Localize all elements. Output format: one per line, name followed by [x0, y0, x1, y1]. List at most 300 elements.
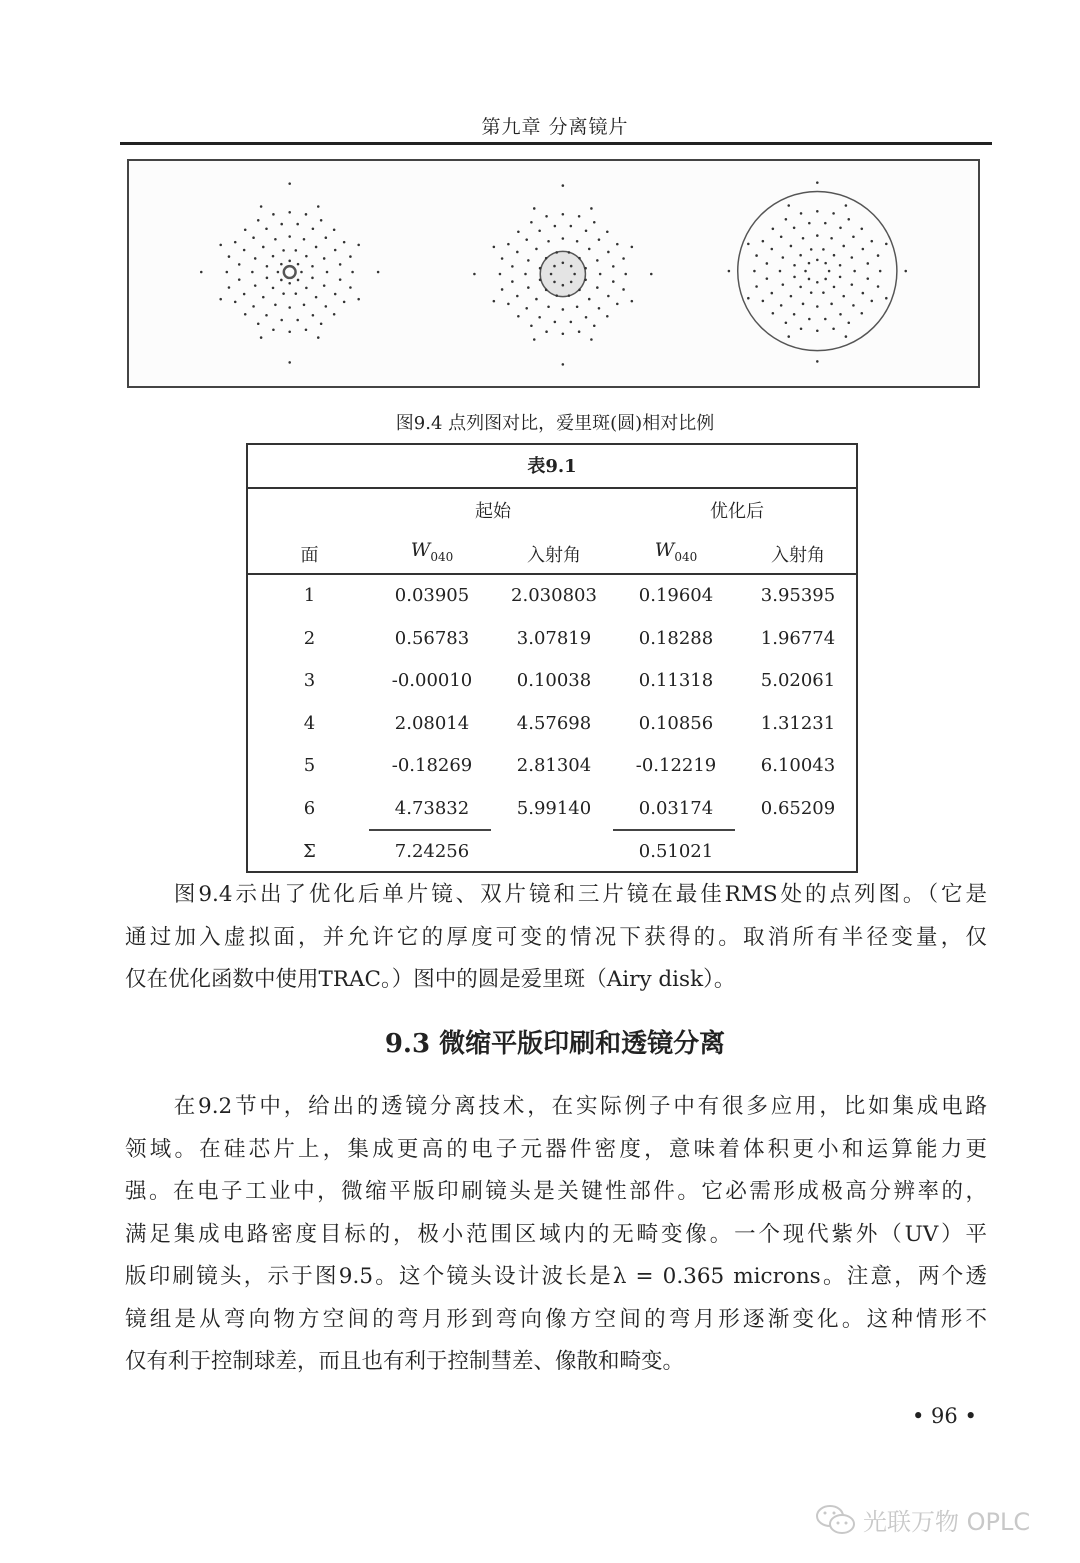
- spot-point: [808, 318, 811, 321]
- table-cell: 0.19604: [638, 585, 714, 606]
- spot-point: [590, 338, 593, 341]
- spot-point: [553, 281, 556, 284]
- spot-point: [357, 298, 360, 301]
- table-cell: -0.18269: [391, 755, 473, 776]
- spot-point: [547, 305, 550, 308]
- spot-point: [787, 335, 790, 338]
- spot-point: [288, 182, 291, 185]
- spot-point: [624, 273, 627, 276]
- spot-point: [816, 234, 819, 237]
- spot-point: [810, 291, 813, 294]
- spot-point: [568, 251, 571, 254]
- spot-point: [631, 246, 634, 249]
- spot-point: [790, 295, 793, 298]
- spot-point: [585, 229, 588, 232]
- spot-point: [553, 265, 556, 268]
- spot-point: [631, 300, 634, 303]
- spot-point: [885, 297, 888, 300]
- spot-point: [793, 313, 796, 316]
- spot-point: [824, 222, 827, 225]
- spot-point: [755, 285, 758, 288]
- spot-point: [554, 321, 557, 324]
- table-cell: 2.08014: [394, 712, 470, 734]
- spot-point: [860, 312, 863, 315]
- table-cell: 1: [303, 585, 316, 606]
- spot-point: [570, 225, 573, 228]
- spot-point: [785, 218, 788, 221]
- spot-point: [839, 227, 842, 230]
- spot-point: [317, 336, 320, 339]
- spot-point: [554, 225, 557, 228]
- spot-point: [539, 267, 542, 270]
- spot-point: [578, 257, 581, 260]
- text-line: 强。在电子工业中，微缩平版印刷镜头是关键性部件。它必需形成极高分辨率的，: [125, 1179, 987, 1204]
- spot-point: [822, 291, 825, 294]
- spot-point: [578, 289, 581, 292]
- watermark-text: 光联万物 OPLC: [863, 1508, 1031, 1536]
- spot-point: [830, 303, 833, 306]
- table-cell: 2: [303, 627, 316, 649]
- spot-point: [562, 237, 565, 240]
- spot-point: [334, 249, 337, 252]
- spot-point: [650, 273, 653, 276]
- spot-point: [607, 295, 610, 298]
- spot-diagram-doublet: [473, 184, 652, 365]
- paragraph-figure-description: [125, 874, 987, 1002]
- spot-point: [282, 249, 285, 252]
- spot-point: [847, 218, 850, 221]
- spot-point: [288, 211, 291, 214]
- spot-point: [816, 281, 819, 284]
- spot-point: [578, 330, 581, 333]
- table-cell: 0.18288: [638, 627, 714, 649]
- spot-point: [357, 244, 360, 247]
- spot-point: [493, 246, 496, 249]
- table-cell: 4: [303, 712, 316, 734]
- spot-point: [274, 238, 277, 241]
- spot-point: [598, 238, 601, 241]
- spot-point: [870, 300, 873, 303]
- spot-point: [228, 255, 231, 258]
- text-line: 在9.2节中，给出的透镜分离技术，在实际例子中有很多应用，比如集成电路: [125, 1094, 987, 1119]
- airy-disk-circle: [738, 191, 897, 350]
- spot-point: [234, 241, 237, 244]
- spot-point: [793, 227, 796, 230]
- spot-point: [839, 313, 842, 316]
- spot-point: [853, 270, 856, 273]
- spot-point: [545, 289, 548, 292]
- spot-point: [866, 277, 869, 280]
- spot-point: [562, 184, 565, 187]
- spot-point: [562, 284, 565, 287]
- text-line: 图9.4示出了优化后单片镜、双片镜和三片镜在最佳RMS处的点列图。（它是: [125, 882, 987, 907]
- spot-point: [326, 271, 329, 274]
- spot-point: [590, 207, 593, 210]
- spot-point: [288, 235, 291, 238]
- spot-diagram-single-lens: [200, 182, 379, 363]
- spot-point: [728, 270, 731, 273]
- spot-point: [570, 265, 573, 268]
- spot-point: [295, 292, 298, 295]
- spot-point: [545, 215, 548, 218]
- spot-point: [793, 276, 796, 279]
- section-title: 9.3 微缩平版印刷和透镜分离: [384, 1029, 726, 1059]
- table-cell: 0.03174: [638, 797, 714, 819]
- sum-rule-initial: [369, 829, 491, 831]
- spot-point: [315, 246, 318, 249]
- spot-point: [297, 279, 300, 282]
- spot-point: [839, 264, 842, 267]
- spot-point: [747, 297, 750, 300]
- spot-point: [525, 307, 528, 310]
- spot-point: [280, 263, 283, 266]
- spot-point: [622, 288, 625, 291]
- sum-cell: 0.51021: [638, 841, 714, 862]
- spot-point: [260, 205, 263, 208]
- spot-point: [260, 336, 263, 339]
- spot-point: [277, 271, 280, 274]
- spot-point: [576, 305, 579, 308]
- spot-point: [545, 257, 548, 260]
- spot-point: [280, 279, 283, 282]
- spot-point: [243, 249, 246, 252]
- spot-point: [877, 285, 880, 288]
- spot-point: [303, 304, 306, 307]
- spot-point: [772, 312, 775, 315]
- spot-point: [295, 249, 298, 252]
- table-cell: 5: [303, 755, 316, 776]
- spot-point: [320, 219, 323, 222]
- spot-point: [339, 278, 342, 281]
- spot-point: [349, 286, 352, 289]
- spot-point: [832, 327, 835, 330]
- table-cell: 1.31231: [760, 712, 836, 734]
- table-cell: 0.10038: [516, 670, 592, 691]
- spot-point: [839, 276, 842, 279]
- table-cell: 0.65209: [760, 797, 836, 819]
- spot-point: [219, 298, 222, 301]
- spot-point: [816, 181, 819, 184]
- spot-point: [870, 240, 873, 243]
- table-cell: 1.96774: [760, 627, 836, 649]
- spot-point: [282, 292, 285, 295]
- spot-point: [499, 273, 502, 276]
- spot-point: [771, 248, 774, 251]
- spot-point: [816, 305, 819, 308]
- spot-point: [755, 254, 758, 257]
- spot-point: [824, 262, 827, 265]
- spot-point: [830, 237, 833, 240]
- spot-point: [265, 314, 268, 317]
- spot-point: [517, 315, 520, 318]
- spot-point: [866, 262, 869, 265]
- spot-point: [573, 273, 576, 276]
- spot-point: [832, 212, 835, 215]
- spot-point: [238, 278, 241, 281]
- spot-point: [847, 322, 850, 325]
- spot-point: [547, 240, 550, 243]
- group-header-optimized: 优化后: [710, 501, 764, 522]
- table-cell: -0.00010: [391, 670, 473, 691]
- spot-point: [315, 296, 318, 299]
- header-rule: [248, 573, 856, 575]
- spot-point: [766, 262, 769, 265]
- spot-point: [351, 271, 354, 274]
- spot-point: [377, 271, 380, 274]
- spot-point: [570, 321, 573, 324]
- spot-point: [824, 318, 827, 321]
- spot-point: [538, 316, 541, 319]
- spot-point: [493, 300, 496, 303]
- spot-point: [555, 294, 558, 297]
- spot-point: [525, 238, 528, 241]
- spot-point: [747, 243, 750, 246]
- col-header-w040-optimized: [615, 539, 737, 564]
- spot-point: [272, 328, 275, 331]
- spot-point: [799, 254, 802, 257]
- spot-point: [533, 207, 536, 210]
- spot-point: [780, 304, 783, 307]
- spot-point: [507, 243, 510, 246]
- spot-point: [824, 278, 827, 281]
- table-cell: 3: [303, 670, 316, 691]
- spot-point: [562, 262, 565, 265]
- table-cell: 2.030803: [511, 585, 597, 606]
- spot-point: [325, 305, 328, 308]
- table-title: 表9.1: [248, 445, 856, 489]
- spot-point: [305, 328, 308, 331]
- spot-point: [296, 223, 299, 226]
- spot-point: [243, 293, 246, 296]
- spot-point: [588, 298, 591, 301]
- spot-point: [851, 283, 854, 286]
- spot-point: [262, 246, 265, 249]
- spot-point: [616, 303, 619, 306]
- spot-point: [219, 244, 222, 247]
- spot-point: [288, 330, 291, 333]
- table-cell: 6: [303, 797, 316, 819]
- spot-point: [852, 304, 855, 307]
- spot-point: [570, 281, 573, 284]
- spot-point: [599, 273, 602, 276]
- w-symbol: W: [654, 539, 675, 561]
- spot-point: [790, 245, 793, 248]
- chapter-header: 第九章 分离镜片: [481, 116, 629, 138]
- spot-point: [234, 301, 237, 304]
- spot-point: [524, 273, 527, 276]
- spot-point: [507, 303, 510, 306]
- spot-point: [343, 301, 346, 304]
- spot-point: [349, 255, 352, 258]
- spot-point: [562, 213, 565, 216]
- spot-point: [538, 229, 541, 232]
- spot-point: [816, 360, 819, 363]
- airy-disk-circle: [284, 266, 296, 278]
- spot-point: [845, 204, 848, 207]
- spot-point: [606, 315, 609, 318]
- spot-point: [802, 237, 805, 240]
- spot-point: [272, 213, 275, 216]
- w-subscript: 040: [674, 549, 698, 564]
- spot-point: [257, 219, 260, 222]
- spot-point: [320, 322, 323, 325]
- spot-point: [323, 284, 326, 287]
- col-header-surface: 面: [300, 545, 319, 566]
- spot-point: [576, 240, 579, 243]
- spot-point: [598, 307, 601, 310]
- w-symbol: W: [410, 539, 431, 561]
- spot-point: [539, 279, 542, 282]
- spot-point: [305, 213, 308, 216]
- spot-diagrams: [129, 161, 978, 386]
- table-cell: 6.10043: [760, 755, 836, 776]
- spot-point: [612, 280, 615, 283]
- spot-point: [862, 248, 865, 251]
- table-cell: 0.10856: [638, 712, 714, 734]
- spot-point: [555, 251, 558, 254]
- spot-point: [616, 243, 619, 246]
- spot-point: [833, 254, 836, 257]
- spot-point: [265, 228, 268, 231]
- sum-rule-optimized: [613, 829, 735, 831]
- spot-point: [842, 295, 845, 298]
- spot-point: [288, 361, 291, 364]
- spot-point: [607, 251, 610, 254]
- spot-point: [297, 263, 300, 266]
- spot-diagram-triplet: [728, 181, 907, 362]
- col-header-angle-initial: 入射角: [527, 545, 581, 566]
- spot-point: [511, 280, 514, 283]
- spot-point: [516, 251, 519, 254]
- spot-point: [771, 292, 774, 295]
- spot-point: [562, 363, 565, 366]
- spot-point: [793, 264, 796, 267]
- spot-point: [272, 287, 275, 290]
- spot-point: [816, 330, 819, 333]
- spot-point: [266, 277, 269, 280]
- spot-point: [303, 238, 306, 241]
- spot-point: [877, 254, 880, 257]
- spot-point: [762, 300, 765, 303]
- spot-point: [862, 292, 865, 295]
- spot-point: [596, 259, 599, 262]
- table-cell: -0.12219: [635, 755, 717, 776]
- spot-point: [816, 259, 819, 262]
- spot-point: [845, 335, 848, 338]
- table-cell: 2.81304: [516, 755, 592, 776]
- spot-point: [562, 308, 565, 311]
- spot-point: [779, 270, 782, 273]
- table-cell: 3.95395: [760, 585, 836, 606]
- spot-point: [226, 271, 229, 274]
- spot-point: [816, 210, 819, 213]
- w-subscript: 040: [430, 549, 454, 564]
- spot-point: [296, 319, 299, 322]
- spot-point: [782, 256, 785, 259]
- spot-point: [568, 294, 571, 297]
- spot-point: [311, 265, 314, 268]
- spot-point: [334, 293, 337, 296]
- spot-point: [527, 259, 530, 262]
- text-line: 仅在优化函数中使用TRAC。）图中的圆是爱里斑（Airy disk）。: [125, 967, 736, 992]
- spot-point: [527, 286, 530, 289]
- col-header-w040-initial: [371, 539, 493, 564]
- spot-point: [851, 256, 854, 259]
- spot-point: [593, 221, 596, 224]
- spot-point: [252, 236, 255, 239]
- spot-point: [288, 306, 291, 309]
- spot-point: [312, 314, 315, 317]
- spot-point: [612, 265, 615, 268]
- col-header-angle-optimized: 入射角: [771, 545, 825, 566]
- table-cell: 0.03905: [394, 585, 470, 606]
- spot-point: [753, 270, 756, 273]
- spot-point: [254, 257, 257, 260]
- spot-point: [274, 304, 277, 307]
- spot-point: [800, 212, 803, 215]
- spot-point: [879, 270, 882, 273]
- spot-point: [333, 313, 336, 316]
- data-table: [246, 443, 858, 873]
- spot-point: [550, 273, 553, 276]
- spot-point: [588, 248, 591, 251]
- sum-cell: 7.24256: [394, 841, 470, 862]
- spot-point: [200, 271, 203, 274]
- spot-point: [244, 229, 247, 232]
- spot-point: [516, 295, 519, 298]
- spot-point: [501, 288, 504, 291]
- spot-point: [885, 243, 888, 246]
- watermark: [815, 1502, 1030, 1537]
- spot-point: [272, 255, 275, 258]
- spot-point: [606, 230, 609, 233]
- spot-point: [325, 236, 328, 239]
- spot-point: [305, 287, 308, 290]
- spot-point: [808, 222, 811, 225]
- table-cell: 5.99140: [516, 797, 592, 819]
- spot-point: [288, 260, 291, 263]
- spot-point: [787, 204, 790, 207]
- spot-point: [333, 229, 336, 232]
- spot-point: [860, 228, 863, 231]
- table-cell: 3.07819: [516, 627, 592, 649]
- group-header-initial: 起始: [475, 501, 511, 522]
- spot-point: [780, 235, 783, 238]
- spot-point: [535, 248, 538, 251]
- spot-point: [262, 296, 265, 299]
- text-line: 版印刷镜头，示于图9.5。这个镜头设计波长是λ = 0.365 microns。注意，两个透: [125, 1264, 987, 1289]
- header-rule: [120, 142, 992, 145]
- spot-point: [266, 265, 269, 268]
- spot-point: [804, 270, 807, 273]
- spot-point: [280, 319, 283, 322]
- spot-point: [584, 267, 587, 270]
- spot-point: [562, 332, 565, 335]
- spot-point: [782, 283, 785, 286]
- spot-point: [785, 322, 788, 325]
- spot-point: [305, 255, 308, 258]
- spot-point: [593, 324, 596, 327]
- spot-point: [252, 305, 255, 308]
- text-line: 满足集成电路密度目标的，极小范围区域内的无畸变像。一个现代紫外（UV）平: [125, 1221, 987, 1247]
- spot-point: [300, 271, 303, 274]
- spot-point: [311, 277, 314, 280]
- spot-point: [578, 215, 581, 218]
- spot-point: [545, 330, 548, 333]
- spot-point: [833, 286, 836, 289]
- spot-point: [800, 327, 803, 330]
- spot-point: [584, 279, 587, 282]
